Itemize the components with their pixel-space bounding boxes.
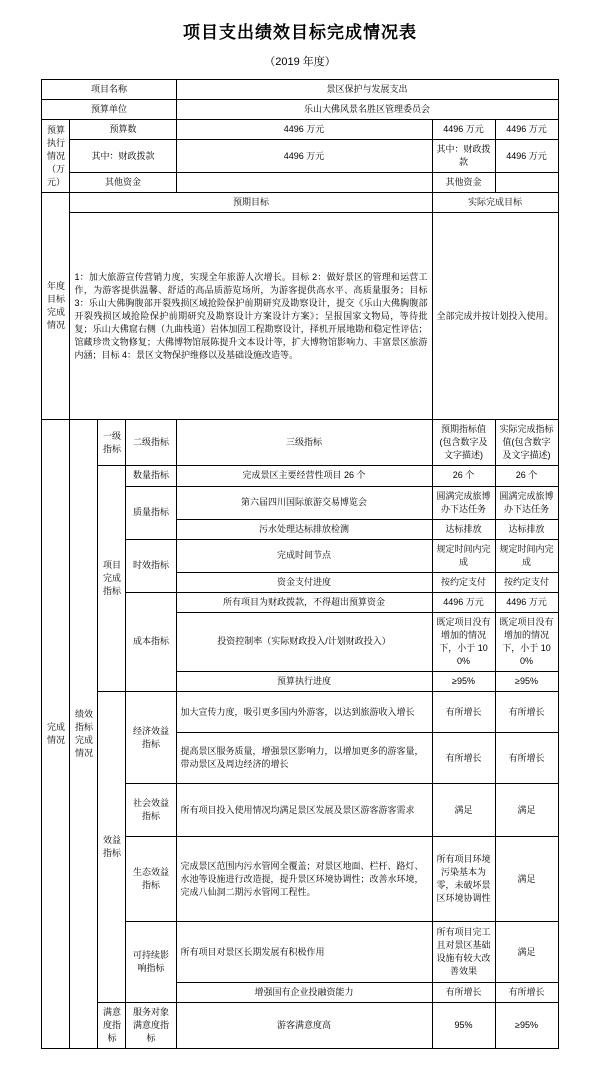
- indicator-actual: 达标排放: [495, 519, 558, 539]
- project-name-value: 景区保护与发展支出: [176, 80, 558, 100]
- indicator-expected: 4496 万元: [432, 592, 495, 612]
- indicator-level2: 时效指标: [126, 539, 176, 592]
- indicator-expected: 有所增长: [432, 733, 495, 784]
- col-header-level2: 二级指标: [126, 420, 176, 466]
- page-title: 项目支出绩效目标完成情况表: [183, 23, 417, 42]
- indicator-level3: 游客满意度高: [176, 1003, 432, 1049]
- indicator-actual: 4496 万元: [495, 592, 558, 612]
- table-row: [42, 466, 558, 486]
- indicator-actual: 满足: [495, 837, 558, 922]
- indicator-level2: 可持续影响指标: [126, 922, 176, 1003]
- col-header-actual: 实际完成指标值(包含数字及文字描述): [495, 420, 558, 466]
- indicator-level3: 所有项目为财政拨款，不得超出预算资金: [176, 592, 432, 612]
- indicator-actual: 圆满完成旅博办下达任务: [495, 486, 558, 519]
- indicator-level2: 数量指标: [126, 466, 176, 486]
- table-row: [42, 120, 558, 140]
- indicator-level2: 生态效益指标: [126, 837, 176, 922]
- indicator-level3: 所有项目对景区长期发展有积极作用: [176, 922, 432, 983]
- indicator-expected: 按约定支付: [432, 572, 495, 592]
- indicator-level3: 资金支付进度: [176, 572, 432, 592]
- indicator-actual: 有所增长: [495, 733, 558, 784]
- page-subtitle: （2019 年度）: [264, 56, 336, 68]
- indicator-expected: 圆满完成旅博办下达任务: [432, 486, 495, 519]
- table-row: [42, 420, 558, 466]
- of-which-value-2: 4496 万元: [495, 140, 558, 173]
- indicator-expected: 26 个: [432, 466, 495, 486]
- indicator-expected: 达标排放: [432, 519, 495, 539]
- budget-amount-value: 4496 万元: [176, 120, 432, 140]
- indicator-actual: 有所增长: [495, 692, 558, 733]
- indicator-actual: 满足: [495, 784, 558, 837]
- col-header-level3: 三级指标: [176, 420, 432, 466]
- of-which-value: 4496 万元: [176, 140, 432, 173]
- budget-exec-label: 预算执行情况（万元）: [42, 120, 70, 193]
- of-which-label: 其中：财政拨款: [70, 140, 176, 173]
- indicator-actual: ≥95%: [495, 1003, 558, 1049]
- budget-unit-value: 乐山大佛风景名胜区管理委员会: [176, 100, 558, 120]
- indicator-expected: 所有项目完工且对景区基础设施有较大改善效果: [432, 922, 495, 983]
- annual-goal-label: 年度目标完成情况: [42, 193, 70, 420]
- other-funds-value-2: [495, 173, 558, 193]
- col-header-expected: 预期指标值(包含数字及文字描述): [432, 420, 495, 466]
- indicator-level3: 加大宣传力度，吸引更多国内外游客，以达到旅游收入增长: [176, 692, 432, 733]
- budget-unit-label: 预算单位: [42, 100, 176, 120]
- table-row: [42, 692, 558, 733]
- indicator-actual: 按约定支付: [495, 572, 558, 592]
- indicator-level2: 质量指标: [126, 486, 176, 539]
- expected-goal-text: 1：加大旅游宣传营销力度，实现全年旅游人次增长。目标 2：做好景区的管理和运营工作，为游客提供温馨、舒适的高品质游览场所，为游客提供高水平、高质量服务；目标 3：乐山大佛胸腹部开裂残损区域抢险保护前期研究及勘察设计，提交《乐山大佛胸腹部开裂残损区域抢险保护前期研究及勘察设计方案设计方案》；呈报国家文物局，等待批复；乐山大佛窟右侧（九曲栈道）岩体加固工程勘察设计，择机开展地勘和稳定性评估；馆藏珍贵文物修复；大佛博物馆展陈提升文本设计等，扩大博物馆影响力、丰富景区旅游内涵；目标 4：景区文物保护维修以及基础设施改造等。: [70, 213, 432, 420]
- indicator-expected: 所有项目环境污染基本为零，未破坏景区环境协调性: [432, 837, 495, 922]
- indicator-expected: 既定项目没有增加的情况下，小于 100%: [432, 612, 495, 671]
- group-label-project: 项目完成指标: [98, 466, 126, 692]
- other-funds-label-2: 其他资金: [432, 173, 495, 193]
- project-name-label: 项目名称: [42, 80, 176, 100]
- indicator-expected: 有所增长: [432, 983, 495, 1003]
- table-row: [42, 100, 558, 120]
- actual-goal-text: 全部完成并按计划投入使用。: [432, 213, 558, 420]
- other-funds-value: [176, 173, 432, 193]
- performance-table: [41, 79, 558, 1049]
- perf-indicator-section-label: 绩效指标完成情况: [70, 420, 98, 1049]
- col-header-level1: 一级指标: [98, 420, 126, 466]
- actual-goal-header: 实际完成目标: [432, 193, 558, 213]
- indicator-level3: 污水处理达标排放检测: [176, 519, 432, 539]
- indicator-expected: 95%: [432, 1003, 495, 1049]
- indicator-level3: 完成景区范围内污水管网全覆盖；对景区地面、栏杆、路灯、水池等设施进行改造提，提升景区环境协调性；改善水环境，完成八仙洞二期污水管网工程性。: [176, 837, 432, 922]
- indicator-level2: 服务对象满意度指标: [126, 1003, 176, 1049]
- indicator-level3: 完成时间节点: [176, 539, 432, 572]
- indicator-actual: ≥95%: [495, 672, 558, 692]
- indicator-actual: 26 个: [495, 466, 558, 486]
- indicator-expected: 有所增长: [432, 692, 495, 733]
- indicator-expected: 满足: [432, 784, 495, 837]
- budget-amount-label: 预算数: [70, 120, 176, 140]
- indicator-level3: 提高景区服务质量，增强景区影响力，以增加更多的游客量，带动景区及周边经济的增长: [176, 733, 432, 784]
- indicator-actual: 满足: [495, 922, 558, 983]
- indicator-level2: 社会效益指标: [126, 784, 176, 837]
- indicator-level2: 成本指标: [126, 592, 176, 691]
- indicator-level3: 投资控制率（实际财政投入/计划财政投入）: [176, 612, 432, 671]
- table-row: [42, 80, 558, 100]
- indicator-level3: 增强国有企业投融资能力: [176, 983, 432, 1003]
- indicator-level3: 完成景区主要经营性项目 26 个: [176, 466, 432, 486]
- table-row: [42, 213, 558, 420]
- indicator-actual: 规定时间内完成: [495, 539, 558, 572]
- indicator-level3: 所有项目投入使用情况均满足景区发展及景区游客游客需求: [176, 784, 432, 837]
- group-label-benefit: 效益指标: [98, 692, 126, 1003]
- indicator-level3: 第六届四川国际旅游交易博览会: [176, 486, 432, 519]
- indicator-level2: 经济效益指标: [126, 692, 176, 784]
- table-row: [42, 140, 558, 173]
- expected-goal-header: 预期目标: [70, 193, 432, 213]
- indicator-actual: 有所增长: [495, 983, 558, 1003]
- other-funds-label: 其他资金: [70, 173, 176, 193]
- indicator-level3: 预算执行进度: [176, 672, 432, 692]
- table-row: [42, 193, 558, 213]
- of-which-label-2: 其中：财政拨款: [432, 140, 495, 173]
- exec-amount-value: 4496 万元: [432, 120, 495, 140]
- table-row: [42, 1003, 558, 1049]
- indicator-expected: ≥95%: [432, 672, 495, 692]
- indicator-actual: 既定项目没有增加的情况下，小于 100%: [495, 612, 558, 671]
- indicator-expected: 规定时间内完成: [432, 539, 495, 572]
- exec-rate-value: 4496 万元: [495, 120, 558, 140]
- group-label-satisfaction: 满意度指标: [98, 1003, 126, 1049]
- completion-status-label: 完成情况: [42, 420, 70, 1049]
- table-row: [42, 173, 558, 193]
